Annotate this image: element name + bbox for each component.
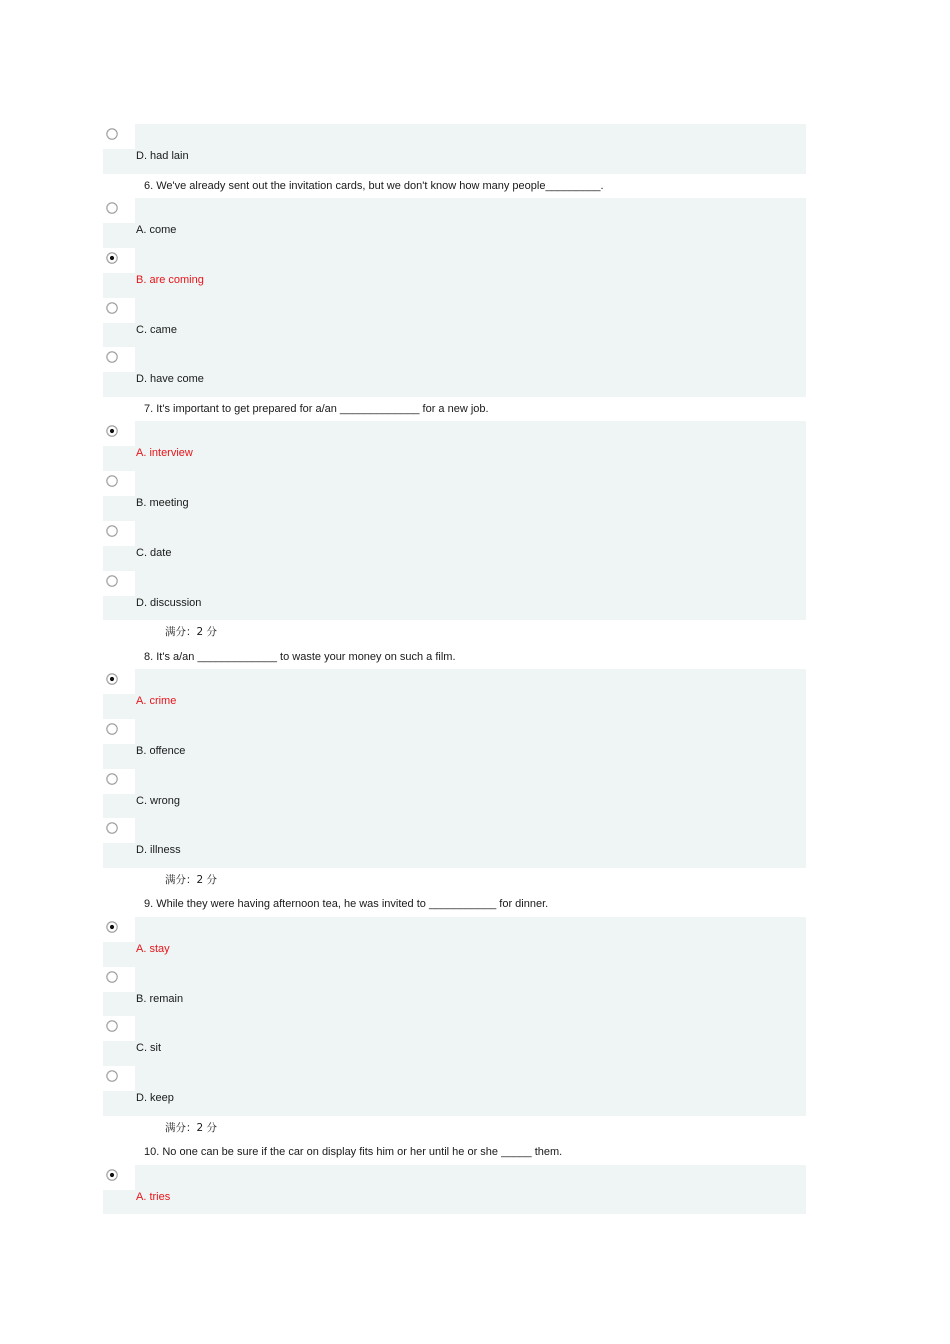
answer-option[interactable] [103,1016,806,1066]
answer-option[interactable] [103,347,806,397]
radio-selected-icon[interactable] [106,252,118,264]
answer-option[interactable] [103,298,806,348]
option-background [103,1091,135,1116]
option-background [103,942,135,967]
option-label: D. illness [136,844,181,857]
question-text: 8. It's a/an _____________ to waste your money on such a film. [144,650,456,663]
score-text: 满分：2 分 [165,1121,218,1134]
option-label: D. had lain [136,150,189,162]
score-text: 满分：2 分 [165,626,218,639]
radio-unselected-icon[interactable] [106,822,118,834]
radio-cell [103,669,135,719]
option-background [135,571,806,621]
option-label: C. sit [136,1042,162,1055]
radio-unselected-icon[interactable] [106,971,118,983]
radio-cell [103,248,135,298]
answer-option[interactable] [103,818,806,868]
radio-unselected-icon[interactable] [106,575,118,587]
answer-option[interactable] [103,471,806,521]
option-background [135,769,806,819]
radio-selected-icon[interactable] [106,673,118,685]
quiz-list [103,124,806,1214]
option-label: B. are coming [136,273,204,286]
option-background [103,843,135,868]
answer-option[interactable] [103,967,806,1017]
option-label: B. remain [136,992,184,1005]
radio-cell [103,917,135,967]
option-background [135,198,806,248]
option-background [135,719,806,769]
answer-option[interactable] [103,917,806,967]
radio-unselected-icon[interactable] [106,475,118,487]
option-background [135,669,806,719]
question-text: 9. While they were having afternoon tea, he was invited to ___________ for dinner. [144,898,549,911]
answer-option[interactable] [103,571,806,621]
option-background [103,694,135,719]
answer-option[interactable] [103,521,806,571]
radio-cell [103,1066,135,1116]
radio-cell [103,471,135,521]
radio-cell [103,1165,135,1215]
option-background [135,818,806,868]
radio-unselected-icon[interactable] [106,351,118,363]
option-background [135,248,806,298]
radio-cell [103,571,135,621]
option-background [135,1165,806,1215]
option-label: A. tries [136,1190,171,1203]
radio-cell [103,1016,135,1066]
answer-option[interactable] [103,124,806,174]
score-text: 满分：2 分 [165,873,218,886]
answer-option[interactable] [103,198,806,248]
option-background [103,546,135,571]
option-background [135,347,806,397]
question-text: 10. No one can be sure if the car on display fits him or her until he or she _____ them. [144,1146,563,1159]
answer-option[interactable] [103,421,806,471]
answer-option[interactable] [103,1066,806,1116]
option-label: C. wrong [136,794,181,807]
option-background [103,323,135,348]
option-background [135,421,806,471]
option-background [103,1041,135,1066]
option-background [135,1066,806,1116]
option-background [135,1016,806,1066]
option-background [135,967,806,1017]
option-background [135,917,806,967]
radio-cell [103,521,135,571]
radio-unselected-icon[interactable] [106,202,118,214]
option-background [135,471,806,521]
radio-unselected-icon[interactable] [106,128,118,140]
option-background [103,744,135,769]
option-background [103,149,135,174]
option-background [135,124,806,174]
option-label: A. interview [136,447,193,460]
radio-unselected-icon[interactable] [106,1070,118,1082]
question-text: 7. It's important to get prepared for a/an _____________ for a new job. [144,402,489,415]
answer-option[interactable] [103,1165,806,1215]
radio-cell [103,818,135,868]
option-label: A. come [136,224,177,237]
option-background [103,596,135,621]
radio-cell [103,124,135,174]
option-label: C. date [136,546,172,559]
answer-option[interactable] [103,719,806,769]
option-background [103,794,135,819]
option-label: C. came [136,323,177,336]
radio-selected-icon[interactable] [106,921,118,933]
option-background [103,273,135,298]
option-background [103,446,135,471]
answer-option[interactable] [103,769,806,819]
option-label: B. meeting [136,497,189,510]
option-background [103,372,135,397]
option-label: A. stay [136,942,170,955]
radio-cell [103,198,135,248]
radio-selected-icon[interactable] [106,425,118,437]
radio-cell [103,298,135,348]
radio-unselected-icon[interactable] [106,773,118,785]
question-text: 6. We've already sent out the invitation cards, but we don't know how many people_________. [144,179,604,192]
radio-unselected-icon[interactable] [106,1020,118,1032]
option-background [103,1190,135,1215]
radio-selected-icon[interactable] [106,1169,118,1181]
radio-unselected-icon[interactable] [106,525,118,537]
radio-unselected-icon[interactable] [106,723,118,735]
option-label: A. crime [136,695,177,708]
radio-unselected-icon[interactable] [106,302,118,314]
option-label: D. have come [136,373,204,386]
answer-option[interactable] [103,669,806,719]
radio-cell [103,421,135,471]
option-label: B. offence [136,744,186,757]
radio-cell [103,719,135,769]
radio-cell [103,347,135,397]
option-label: D. discussion [136,596,202,609]
answer-option[interactable] [103,248,806,298]
option-label: D. keep [136,1092,174,1104]
option-background [103,992,135,1017]
option-background [103,496,135,521]
option-background [103,223,135,248]
radio-cell [103,769,135,819]
option-background [135,298,806,348]
option-background [135,521,806,571]
radio-cell [103,967,135,1017]
